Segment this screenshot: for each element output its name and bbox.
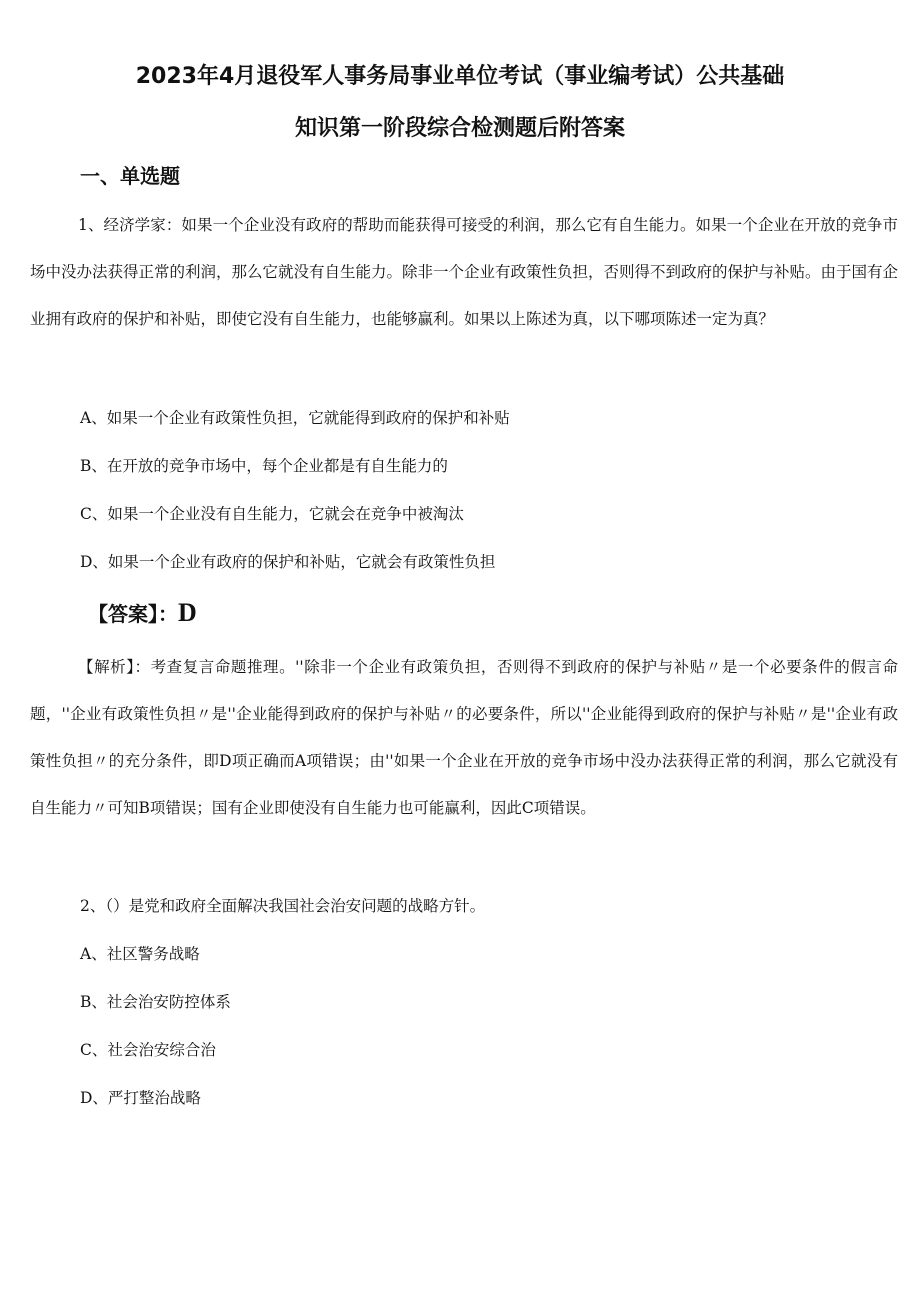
question-1-explanation: 【解析】：考查复言命题推理。''除非一个企业有政策负担，否则得不到政府的保护与补贴〃是一个必要条件的假言命题，''企业有政策性负担〃是''企业能得到政府的保护与补贴〃的必要条件，所以''企业能得到政府的保护与补贴〃是''企业有政策性负担〃的充分条件，即D项正确而A项错误；由''如果一个企业在开放的竞争市场中没办法获得正常的利润，那么它就没有自生能力〃可知B项错误；国有企业即使没有自生能力也可能赢利，因此C项错误。 <box>30 658 898 817</box>
question-1-option-a: A、如果一个企业有政策性负担，它就能得到政府的保护和补贴 <box>80 409 510 427</box>
question-2-stem: 2、（）是党和政府全面解决我国社会治安问题的战略方针。 <box>80 897 486 915</box>
question-1-stem: 1、经济学家：如果一个企业没有政府的帮助而能获得可接受的利润，那么它有自生能力。如果一个企业在开放的竞争市场中没办法获得正常的利润，那么它就没有自生能力。除非一个企业有政策性负担，否则得不到政府的保护与补贴。由于国有企业拥有政府的保护和补贴，即使它没有自生能力，也能够赢利。如果以上陈述为真，以下哪项陈述一定为真？ <box>30 216 899 328</box>
section-heading: 一、单选题 <box>80 164 180 188</box>
question-2-option-a: A、社区警务战略 <box>80 945 200 963</box>
answer-value: D <box>178 598 197 627</box>
question-2-option-d: D、严打整治战略 <box>80 1089 201 1107</box>
question-1-option-d: D、如果一个企业有政府的保护和补贴，它就会有政策性负担 <box>80 553 496 571</box>
question-1-answer <box>88 598 197 629</box>
question-1-option-b: B、在开放的竞争市场中，每个企业都是有自生能力的 <box>80 457 448 475</box>
question-2-option-c: C、社会治安综合治 <box>80 1041 216 1059</box>
question-2-option-b: B、社会治安防控体系 <box>80 993 231 1011</box>
question-1-option-c: C、如果一个企业没有自生能力，它就会在竞争中被淘汰 <box>80 505 464 523</box>
document-title-line-2: 知识第一阶段综合检测题后附答案 <box>294 116 625 141</box>
document-title-line-1: 2023年4月退役军人事务局事业单位考试（事业编考试）公共基础 <box>135 64 785 89</box>
answer-label: 【答案】： <box>88 602 178 626</box>
